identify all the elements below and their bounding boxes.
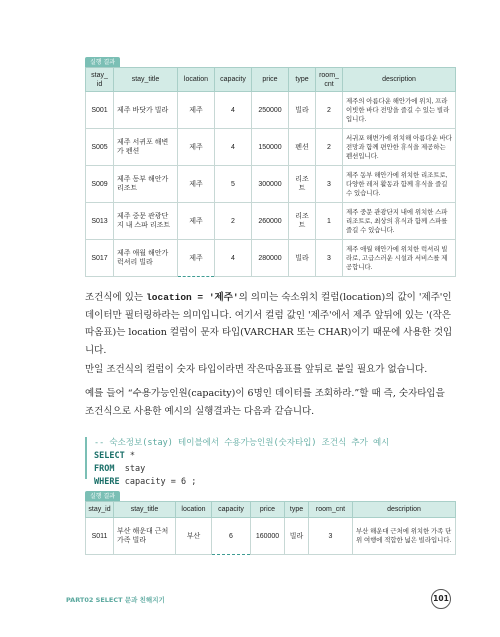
paragraph-explanation: [85, 289, 455, 359]
cell-location: 제주: [178, 92, 215, 129]
code-comment-line: [94, 437, 440, 450]
result-badge-1: 실행 결과: [85, 57, 120, 68]
cell-location: 부산: [176, 518, 212, 555]
code-text: *: [124, 451, 135, 461]
sql-keyword: WHERE: [94, 477, 120, 487]
cell-location: 제주: [178, 166, 215, 203]
cell-stay-title: 제주 동부 해안가 리조트: [114, 166, 178, 203]
table-row: [86, 518, 456, 555]
col-header: capacity: [212, 502, 251, 518]
paragraph-example-intro: 예를 들어 “수용가능인원(capacity)이 6명인 데이터를 조회하라.”할 때 즉, 숫자타입을 조건식으로 사용한 예시의 실행결과는 다음과 같습니다.: [85, 388, 445, 417]
result-table-2: [85, 501, 456, 555]
cell-capacity: 5: [215, 166, 252, 203]
cell-type: 리조트: [289, 166, 316, 203]
cell-description: 제주 애월 해안가에 위치한 럭셔리 빌라로, 고급스러운 시설과 서비스를 제공합니다.: [343, 240, 456, 277]
cell-room-cnt: 2: [316, 129, 343, 166]
code-line: [94, 463, 440, 476]
code-comment: -- 숙소정보(stay) 테이블에서 수용가능인원(숫자타입) 조건식 추가 예시: [94, 438, 390, 448]
cell-room-cnt: 3: [316, 166, 343, 203]
cell-price: 160000: [251, 518, 285, 555]
paragraph-text: 의 의미는 숙소위치 컬럼(location)의 값이 '제주'인 데이터만 필터링하라는 의미입니다. 여기서 컬럼 값인 '제주'에서 제주 앞뒤에 있는 '(작은따옴표)는 location 컬럼이 문자 타입(VARCHAR 또는 CHAR)이기 때문에 사용한 것입니다.: [85, 292, 453, 356]
cell-stay-title: 제주 애월 해안가 럭셔리 빌라: [114, 240, 178, 277]
table-row: [86, 203, 456, 240]
col-header: location: [176, 502, 212, 518]
sql-keyword: SELECT: [94, 451, 125, 461]
cell-price: 150000: [252, 129, 289, 166]
cell-type: 펜션: [289, 129, 316, 166]
cell-description: 제주 동부 해안가에 위치한 리조트로, 다양한 레저 활동과 함께 휴식을 즐길 수 있습니다.: [343, 166, 456, 203]
cell-capacity: 2: [215, 203, 252, 240]
code-line: [94, 476, 440, 489]
cell-capacity: 4: [215, 240, 252, 277]
cell-price: 280000: [252, 240, 289, 277]
col-header: type: [285, 502, 309, 518]
cell-description: 제주 중문 관광단지 내에 위치한 스파 리조트로, 최상의 휴식과 함께 스파를 즐길 수 있습니다.: [343, 203, 456, 240]
cell-price: 250000: [252, 92, 289, 129]
cell-stay-id: S017: [86, 240, 114, 277]
col-header: room_cnt: [309, 502, 353, 518]
col-header: stay_id: [86, 502, 114, 518]
code-text: capacity = 6 ;: [119, 477, 197, 487]
cell-description: 서귀포 해변가에 위치해 아름다운 바다 전망과 함께 편안한 휴식을 제공하는 펜션입니다.: [343, 129, 456, 166]
paragraph-numeric-note: 만일 조건식의 컬럼이 숫자 타입이라면 작은따옴표를 앞뒤로 붙일 필요가 없습니다.: [85, 364, 428, 375]
col-header: stay_title: [114, 502, 176, 518]
col-header: stay_title: [114, 68, 178, 92]
cell-location: 제주: [178, 240, 215, 277]
cell-stay-id: S011: [86, 518, 114, 555]
sql-code-block: [85, 437, 440, 487]
cell-price: 300000: [252, 166, 289, 203]
result-table-1: [85, 67, 456, 277]
cell-room-cnt: 1: [316, 203, 343, 240]
cell-price: 260000: [252, 203, 289, 240]
cell-room-cnt: 3: [316, 240, 343, 277]
col-header: capacity: [215, 68, 252, 92]
cell-location: 제주: [178, 203, 215, 240]
table-row: [86, 92, 456, 129]
footer-section-label: PART02 SELECT 문과 친해지기: [66, 596, 165, 604]
table-row: [86, 240, 456, 277]
col-header: price: [251, 502, 285, 518]
cell-capacity: 6: [212, 518, 251, 555]
table-header-row: [86, 68, 456, 92]
cell-stay-id: S001: [86, 92, 114, 129]
col-header: price: [252, 68, 289, 92]
table-header-row: [86, 502, 456, 518]
cell-stay-id: S009: [86, 166, 114, 203]
table-row: [86, 166, 456, 203]
col-header: stay_ id: [86, 68, 114, 92]
page-number: 101: [431, 589, 451, 609]
paragraph-text: 조건식에 있는: [85, 292, 147, 303]
cell-description: 제주의 아름다운 해안가에 위치, 프라이빗한 바다 전망을 즐길 수 있는 빌라입니다.: [343, 92, 456, 129]
col-header: description: [343, 68, 456, 92]
cell-stay-id: S013: [86, 203, 114, 240]
cell-stay-title: 제주 서귀포 해변가 펜션: [114, 129, 178, 166]
col-header: room_ cnt: [316, 68, 343, 92]
result-badge-2: 실행 결과: [85, 491, 120, 502]
cell-stay-id: S005: [86, 129, 114, 166]
table-row: [86, 129, 456, 166]
cell-stay-title: 부산 해운대 근처 가족 빌라: [114, 518, 176, 555]
cell-type: 빌라: [289, 240, 316, 277]
cell-capacity: 4: [215, 92, 252, 129]
cell-stay-title: 제주 바닷가 빌라: [114, 92, 178, 129]
cell-type: 리조트: [289, 203, 316, 240]
col-header: description: [353, 502, 456, 518]
cell-room-cnt: 3: [309, 518, 353, 555]
cell-capacity: 4: [215, 129, 252, 166]
cell-description: 부산 해운대 근처에 위치한 가족 단위 여행에 적합한 넓은 빌라입니다.: [353, 518, 456, 555]
cell-location: 제주: [178, 129, 215, 166]
col-header: location: [178, 68, 215, 92]
cell-room-cnt: 2: [316, 92, 343, 129]
sql-keyword: FROM: [94, 464, 115, 474]
col-header: type: [289, 68, 316, 92]
code-line: [94, 450, 440, 463]
inline-code: location = '제주': [146, 292, 239, 303]
cell-type: 빌라: [289, 92, 316, 129]
cell-stay-title: 제주 중문 관광단지 내 스파 리조트: [114, 203, 178, 240]
cell-type: 빌라: [285, 518, 309, 555]
code-text: stay: [114, 464, 146, 474]
